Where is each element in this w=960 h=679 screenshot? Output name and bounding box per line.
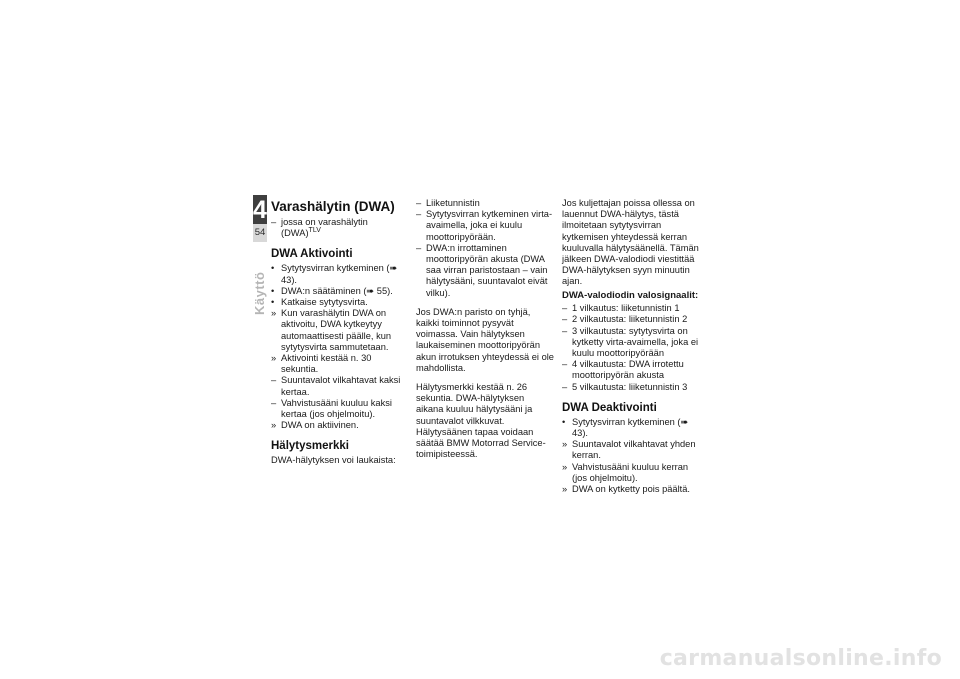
list-item-text: 1 vilkautus: liiketunnistin 1 — [572, 303, 680, 314]
heading-activation: DWA Aktivointi — [271, 248, 353, 261]
page-title: Varashälytin (DWA) — [271, 199, 395, 214]
activation-list — [271, 263, 409, 431]
list-item — [271, 308, 409, 353]
list-item-text: DWA on kytketty pois päältä. — [572, 483, 690, 494]
list-item — [271, 286, 409, 297]
deactivation-list — [562, 417, 700, 495]
led-signal-list — [562, 303, 700, 393]
list-marker: • — [271, 297, 275, 308]
list-marker: • — [271, 285, 275, 296]
list-item-text: 4 vilkautusta: DWA irrotettu moottoripyörän akusta — [572, 359, 684, 381]
list-item — [562, 417, 700, 439]
list-item-text: DWA on aktiivinen. — [281, 420, 359, 431]
absent-paragraph: Jos kuljettajan poissa ollessa on lauennut DWA-hälytys, tästä ilmoitetaan sytytysvirran kytkemisen yhteydessä kerran kuuluvalla hälytysäänellä. Tämän jälkeen DWA-valodiodi viestittää DWA-hälytyksen syyn minuutin ajan. — [562, 198, 699, 287]
list-marker: • — [271, 263, 275, 274]
list-marker: – — [562, 325, 568, 336]
list-marker: – — [416, 198, 422, 208]
list-item-text: DWA:n irrottaminen moottoripyörän akusta (DWA saa virran paristostaan – vain hälytysääni, suuntavalot eivät vilku). — [426, 242, 548, 298]
trigger-list — [416, 198, 554, 299]
list-item-text: Sytytysvirran kytkeminen (➠ 43). — [572, 416, 689, 438]
model-code: TLV — [308, 227, 321, 235]
heading-alarm: Hälytysmerkki — [271, 440, 349, 453]
list-item-text: Kun varashälytin DWA on aktivoitu, DWA kytkeytyy automaattisesti päälle, kun sytytysvirta sammutetaan. — [281, 308, 392, 352]
list-item — [562, 326, 700, 360]
list-item-text: Katkaise sytytysvirta. — [281, 297, 368, 308]
list-item-text: Suuntavalot vilkahtavat yhden kerran. — [572, 439, 696, 461]
dash-marker: – — [271, 217, 277, 227]
list-item-text: Suuntavalot vilkahtavat kaksi kertaa. — [281, 375, 401, 397]
list-marker: – — [562, 381, 568, 392]
list-marker: » — [562, 461, 568, 472]
alarm-intro: DWA-hälytyksen voi laukaista: — [271, 455, 396, 466]
list-marker: » — [271, 308, 277, 319]
list-marker: » — [562, 483, 568, 494]
column-1 — [271, 199, 409, 467]
list-item — [271, 420, 409, 431]
duration-paragraph: Hälytysmerkki kestää n. 26 sekuntia. DWA-hälytyksen aikana kuuluu hälytysääni ja suuntavalot vilkkuvat. Hälytysäänen tapaa voidaan säätää BMW Motorrad Service-toimipisteessä. — [416, 382, 546, 460]
list-item — [416, 243, 554, 299]
list-marker: – — [416, 242, 422, 253]
list-item-text: Aktivointi kestää n. 30 sekuntia. — [281, 353, 372, 375]
chapter-side-label: Käyttö — [252, 271, 267, 315]
column-2 — [416, 198, 554, 460]
list-marker: » — [271, 420, 277, 431]
list-item — [271, 398, 409, 420]
battery-paragraph: Jos DWA:n paristo on tyhjä, kaikki toiminnot pysyvät voimassa. Vain hälytyksen laukaiseminen moottoripyörän akun irrotuksen yhteydessä ei ole mahdollista. — [416, 306, 554, 373]
list-marker: – — [562, 303, 568, 314]
list-marker: • — [562, 416, 566, 427]
heading-led-signals: DWA-valodiodin valosignaalit: — [562, 289, 699, 301]
watermark: carmanualsonline.info — [659, 646, 942, 671]
list-item — [562, 314, 700, 325]
list-item — [562, 484, 700, 495]
list-marker: – — [271, 375, 277, 386]
list-marker: » — [562, 439, 568, 450]
list-item-text: Sytytysvirran kytkeminen (➠ 43). — [281, 263, 398, 285]
list-item-text: 5 vilkautusta: liiketunnistin 3 — [572, 381, 688, 392]
list-item — [562, 382, 700, 393]
list-item — [562, 462, 700, 484]
list-item — [562, 439, 700, 461]
list-item-text: Vahvistusääni kuuluu kerran (jos ohjelmoitu). — [572, 461, 689, 483]
list-marker: – — [271, 397, 277, 408]
list-item-text: Liiketunnistin — [426, 198, 480, 208]
list-item — [416, 198, 554, 209]
list-item — [562, 359, 700, 381]
list-item — [271, 375, 409, 397]
list-item — [416, 209, 554, 243]
chapter-number: 4 — [253, 196, 267, 224]
model-note — [271, 217, 409, 239]
column-3 — [562, 198, 700, 495]
list-item — [271, 353, 409, 375]
chapter-tab — [253, 195, 267, 242]
list-marker: – — [416, 209, 422, 220]
page-number: 54 — [253, 224, 267, 242]
list-item — [271, 297, 409, 308]
list-marker: – — [562, 314, 568, 325]
heading-deactivation: DWA Deaktivointi — [562, 401, 657, 414]
list-marker: » — [271, 353, 277, 364]
list-item-text: Sytytysvirran kytkeminen virta-avaimella, joka ei kuulu moottoripyörään. — [426, 209, 553, 242]
model-note-text: jossa on varashälytin (DWA) — [281, 217, 368, 239]
list-marker: – — [562, 359, 568, 370]
list-item — [271, 263, 409, 285]
list-item — [562, 303, 700, 314]
list-item-text: 3 vilkautusta: sytytysvirta on kytketty virta-avaimella, joka ei kuulu moottoripyörään — [572, 325, 699, 358]
list-item-text: DWA:n säätäminen (➠ 55). — [281, 285, 393, 296]
list-item-text: Vahvistusääni kuuluu kaksi kertaa (jos ohjelmoitu). — [281, 397, 392, 420]
list-item-text: 2 vilkautusta: liiketunnistin 2 — [572, 314, 688, 325]
